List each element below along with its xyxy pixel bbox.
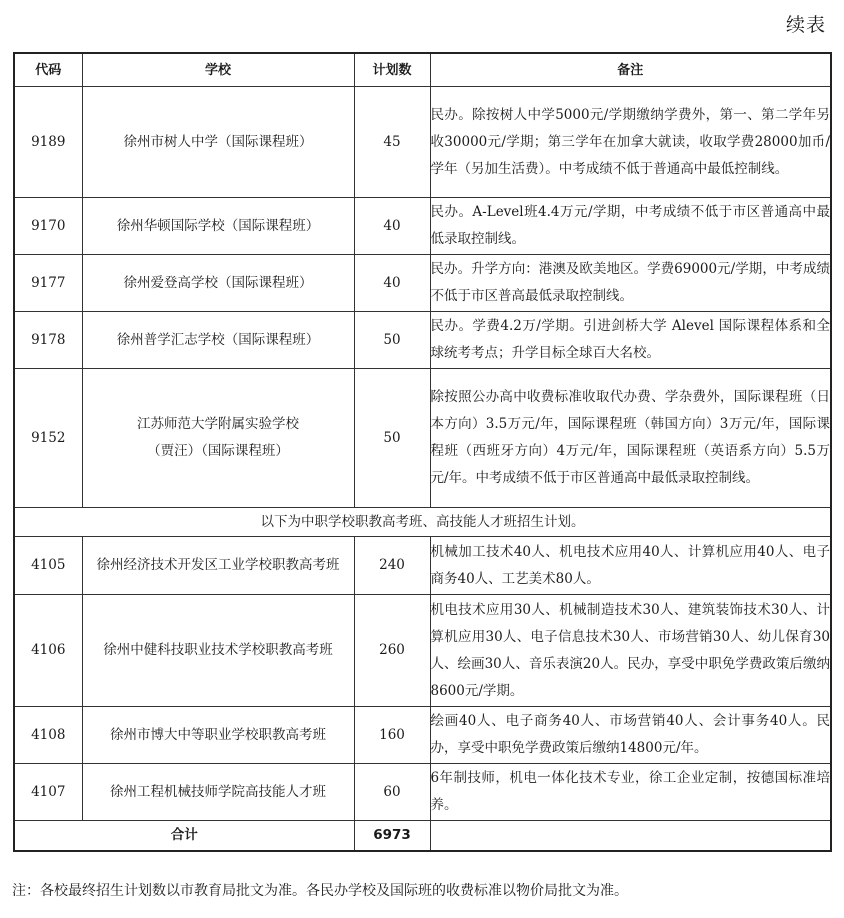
table-row	[14, 255, 831, 312]
table-row	[14, 537, 831, 595]
table-row	[14, 595, 831, 707]
plan-count: 260	[354, 595, 430, 707]
plan-count: 50	[354, 369, 430, 508]
header-plan-count: 计划数	[354, 53, 430, 87]
school-name: 徐州市博大中等职业学校职教高考班	[82, 707, 354, 764]
table-row	[14, 87, 831, 198]
school-name: 徐州经济技术开发区工业学校职教高考班	[82, 537, 354, 595]
plan-count: 50	[354, 312, 430, 369]
school-code: 9178	[14, 312, 82, 369]
school-code: 9189	[14, 87, 82, 198]
table-row	[14, 764, 831, 821]
note-text: 绘画40人、电子商务40人、市场营销40人、会计事务40人。民办，享受中职免学费政策后缴纳14800元/年。	[430, 707, 831, 764]
school-code: 4106	[14, 595, 82, 707]
school-code: 9170	[14, 198, 82, 255]
table-row	[14, 707, 831, 764]
note-text: 6年制技师，机电一体化技术专业，徐工企业定制，按德国标准培养。	[430, 764, 831, 821]
school-code: 9177	[14, 255, 82, 312]
school-name: 徐州爱登高学校（国际课程班）	[82, 255, 354, 312]
plan-count: 60	[354, 764, 430, 821]
plan-count: 45	[354, 87, 430, 198]
total-value: 6973	[354, 821, 430, 852]
school-name-line: （贾汪）（国际课程班）	[147, 443, 289, 459]
note-text: 机电技术应用30人、机械制造技术30人、建筑装饰技术30人、计算机应用30人、电子信息技术30人、市场营销30人、幼儿保育30人、绘画30人、音乐表演20人。民办，享受中职免学费政策后缴纳8600元/学期。	[430, 595, 831, 707]
section-row	[14, 508, 831, 537]
table-header-row	[14, 53, 831, 87]
note-text: 民办。升学方向：港澳及欧美地区。学费69000元/学期，中考成绩不低于市区普高最低录取控制线。	[430, 255, 831, 312]
school-name: 徐州工程机械技师学院高技能人才班	[82, 764, 354, 821]
header-code: 代码	[14, 53, 82, 87]
total-note-empty	[430, 821, 831, 852]
header-school: 学校	[82, 53, 354, 87]
plan-count: 240	[354, 537, 430, 595]
plan-count: 160	[354, 707, 430, 764]
continued-label: 续表	[785, 14, 826, 36]
plan-count: 40	[354, 198, 430, 255]
note-text: 民办。学费4.2万/学期。引进剑桥大学 Alevel 国际课程体系和全球统考考点；升学目标全球百大名校。	[430, 312, 831, 369]
school-name: 徐州中健科技职业技术学校职教高考班	[82, 595, 354, 707]
total-row	[14, 821, 831, 852]
note-text: 民办。A-Level班4.4万元/学期，中考成绩不低于市区普通高中最低录取控制线。	[430, 198, 831, 255]
section-note: 以下为中职学校职教高考班、高技能人才班招生计划。	[14, 508, 831, 537]
header-note: 备注	[430, 53, 831, 87]
total-label: 合计	[14, 821, 354, 852]
school-name: 徐州市树人中学（国际课程班）	[82, 87, 354, 198]
school-name	[82, 369, 354, 508]
enrollment-plan-table	[13, 52, 832, 852]
footnote: 注：各校最终招生计划数以市教育局批文为准。各民办学校及国际班的收费标准以物价局批文为准。	[12, 883, 628, 899]
school-code: 4108	[14, 707, 82, 764]
table-row	[14, 198, 831, 255]
school-name-line: 江苏师范大学附属实验学校	[137, 416, 299, 432]
table-row	[14, 369, 831, 508]
school-code: 4105	[14, 537, 82, 595]
school-code: 9152	[14, 369, 82, 508]
plan-count: 40	[354, 255, 430, 312]
school-code: 4107	[14, 764, 82, 821]
school-name: 徐州普学汇志学校（国际课程班）	[82, 312, 354, 369]
school-name: 徐州华顿国际学校（国际课程班）	[82, 198, 354, 255]
note-text: 民办。除按树人中学5000元/学期缴纳学费外，第一、第二学年另收30000元/学期；第三学年在加拿大就读，收取学费28000加币/学年（另加生活费）。中考成绩不低于普通高中最低控制线。	[430, 87, 831, 198]
note-text: 机械加工技术40人、机电技术应用40人、计算机应用40人、电子商务40人、工艺美术80人。	[430, 537, 831, 595]
note-text: 除按照公办高中收费标准收取代办费、学杂费外，国际课程班（日本方向）3.5万元/年，国际课程班（韩国方向）3万元/年，国际课程班（西班牙方向）4万元/年，国际课程班（英语系方向）5.5万元/年。中考成绩不低于市区普通高中最低录取控制线。	[430, 369, 831, 508]
table-row	[14, 312, 831, 369]
